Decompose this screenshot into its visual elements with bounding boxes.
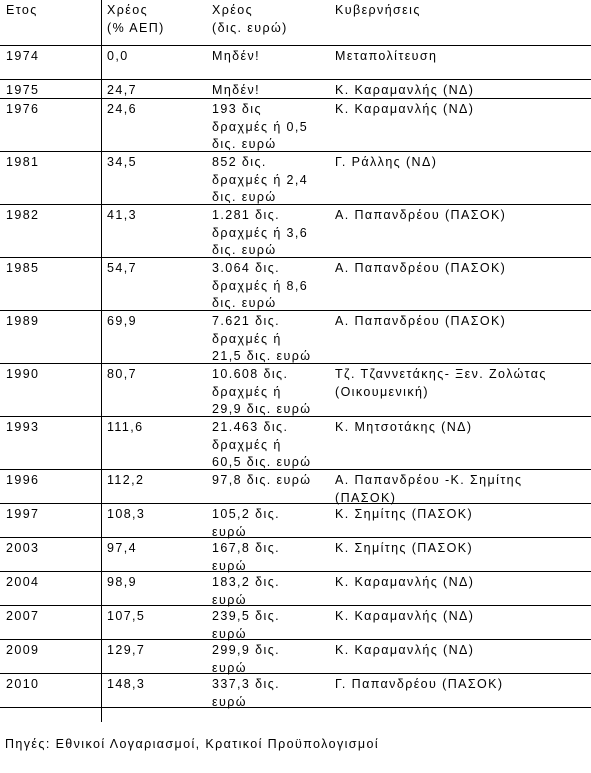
debt-euro-cell: 7.621 δις. δραχμές ή 21,5 δις. ευρώ: [212, 314, 312, 363]
debt-euro-cell: 299,9 δις. ευρώ: [212, 643, 280, 675]
table-row: [0, 640, 591, 674]
table-row: [0, 504, 591, 538]
debt-euro-cell: 97,8 δις. ευρώ: [212, 473, 312, 487]
table-row: [0, 311, 591, 364]
government-cell: Α. Παπανδρέου (ΠΑΣΟΚ): [335, 208, 507, 222]
year-cell: 1989: [6, 314, 40, 328]
debt-euro-cell: 10.608 δις. δραχμές ή 29,9 δις. ευρώ: [212, 367, 312, 416]
debt-euro-cell: 337,3 δις. ευρώ: [212, 677, 280, 709]
header-debt-euro: Χρέος (δις. ευρώ): [212, 3, 288, 35]
year-cell: 1982: [6, 208, 40, 222]
table-row: [0, 606, 591, 640]
table-row: [0, 205, 591, 258]
table-row: [0, 46, 591, 80]
header-government: Κυβερνήσεις: [335, 3, 421, 17]
table-row: [0, 572, 591, 606]
table-row: [0, 470, 591, 504]
debt-gdp-cell: 129,7: [107, 643, 146, 657]
debt-euro-cell: 167,8 δις. ευρώ: [212, 541, 280, 573]
debt-euro-cell: 239,5 δις. ευρώ: [212, 609, 280, 641]
government-cell: Κ. Καραμανλής (ΝΔ): [335, 575, 475, 589]
government-cell: Τζ. Τζαννετάκης- Ξεν. Ζολώτας (Οικουμενική): [335, 367, 547, 399]
year-cell: 2003: [6, 541, 40, 555]
table-row: [0, 674, 591, 708]
debt-gdp-cell: 107,5: [107, 609, 146, 623]
government-cell: Γ. Ράλλης (ΝΔ): [335, 155, 438, 169]
debt-gdp-cell: 98,9: [107, 575, 137, 589]
government-cell: Κ. Σημίτης (ΠΑΣΟΚ): [335, 541, 474, 555]
column-divider: [101, 0, 102, 722]
debt-euro-cell: 3.064 δις. δραχμές ή 8,6 δις. ευρώ: [212, 261, 309, 310]
year-cell: 1993: [6, 420, 40, 434]
government-cell: Κ. Μητσοτάκης (ΝΔ): [335, 420, 473, 434]
table-row: [0, 152, 591, 205]
year-cell: 1985: [6, 261, 40, 275]
government-cell: Γ. Παπανδρέου (ΠΑΣΟΚ): [335, 677, 504, 691]
header-debt-gdp: Χρέος (% ΑΕΠ): [107, 3, 165, 35]
debt-gdp-cell: 97,4: [107, 541, 137, 555]
table-row: [0, 364, 591, 417]
year-cell: 1975: [6, 83, 40, 97]
debt-euro-cell: Μηδέν!: [212, 49, 261, 63]
year-cell: 1976: [6, 102, 40, 116]
year-cell: 2007: [6, 609, 40, 623]
debt-gdp-cell: 24,7: [107, 83, 137, 97]
debt-euro-cell: 21.463 δις. δραχμές ή 60,5 δις. ευρώ: [212, 420, 312, 469]
table-row: [0, 80, 591, 99]
year-cell: 1990: [6, 367, 40, 381]
government-cell: Κ. Σημίτης (ΠΑΣΟΚ): [335, 507, 474, 521]
table-header-row: [0, 0, 591, 46]
debt-gdp-cell: 24,6: [107, 102, 137, 116]
source-note: Πηγές: Εθνικοί Λογαριασμοί, Κρατικοί Προϋπολογισμοί: [5, 737, 380, 751]
government-cell: Μεταπολίτευση: [335, 49, 438, 63]
debt-gdp-cell: 54,7: [107, 261, 137, 275]
debt-euro-cell: 193 δις δραχμές ή 0,5 δις. ευρώ: [212, 102, 309, 151]
table-row: [0, 538, 591, 572]
year-cell: 1997: [6, 507, 40, 521]
government-cell: Α. Παπανδρέου (ΠΑΣΟΚ): [335, 261, 507, 275]
government-cell: Α. Παπανδρέου (ΠΑΣΟΚ): [335, 314, 507, 328]
table-row: [0, 417, 591, 470]
year-cell: 2009: [6, 643, 40, 657]
year-cell: 1974: [6, 49, 40, 63]
debt-gdp-cell: 0,0: [107, 49, 129, 63]
debt-gdp-cell: 111,6: [107, 420, 144, 434]
government-cell: Α. Παπανδρέου -Κ. Σημίτης (ΠΑΣΟΚ): [335, 473, 523, 505]
government-cell: Κ. Καραμανλής (ΝΔ): [335, 643, 475, 657]
debt-gdp-cell: 108,3: [107, 507, 146, 521]
debt-gdp-cell: 41,3: [107, 208, 137, 222]
debt-gdp-cell: 34,5: [107, 155, 137, 169]
debt-gdp-cell: 69,9: [107, 314, 137, 328]
debt-gdp-cell: 80,7: [107, 367, 137, 381]
year-cell: 2010: [6, 677, 40, 691]
government-cell: Κ. Καραμανλής (ΝΔ): [335, 609, 475, 623]
government-cell: Κ. Καραμανλής (ΝΔ): [335, 83, 475, 97]
debt-euro-cell: 852 δις. δραχμές ή 2,4 δις. ευρώ: [212, 155, 309, 204]
year-cell: 1996: [6, 473, 40, 487]
debt-euro-cell: 183,2 δις. ευρώ: [212, 575, 280, 607]
debt-gdp-cell: 148,3: [107, 677, 146, 691]
table-row: [0, 258, 591, 311]
table-row: [0, 99, 591, 152]
government-cell: Κ. Καραμανλής (ΝΔ): [335, 102, 475, 116]
year-cell: 2004: [6, 575, 40, 589]
year-cell: 1981: [6, 155, 40, 169]
header-year: Ετος: [6, 3, 38, 17]
debt-euro-cell: Μηδέν!: [212, 83, 261, 97]
debt-euro-cell: 1.281 δις. δραχμές ή 3,6 δις. ευρώ: [212, 208, 309, 257]
debt-gdp-cell: 112,2: [107, 473, 145, 487]
debt-euro-cell: 105,2 δις. ευρώ: [212, 507, 280, 539]
